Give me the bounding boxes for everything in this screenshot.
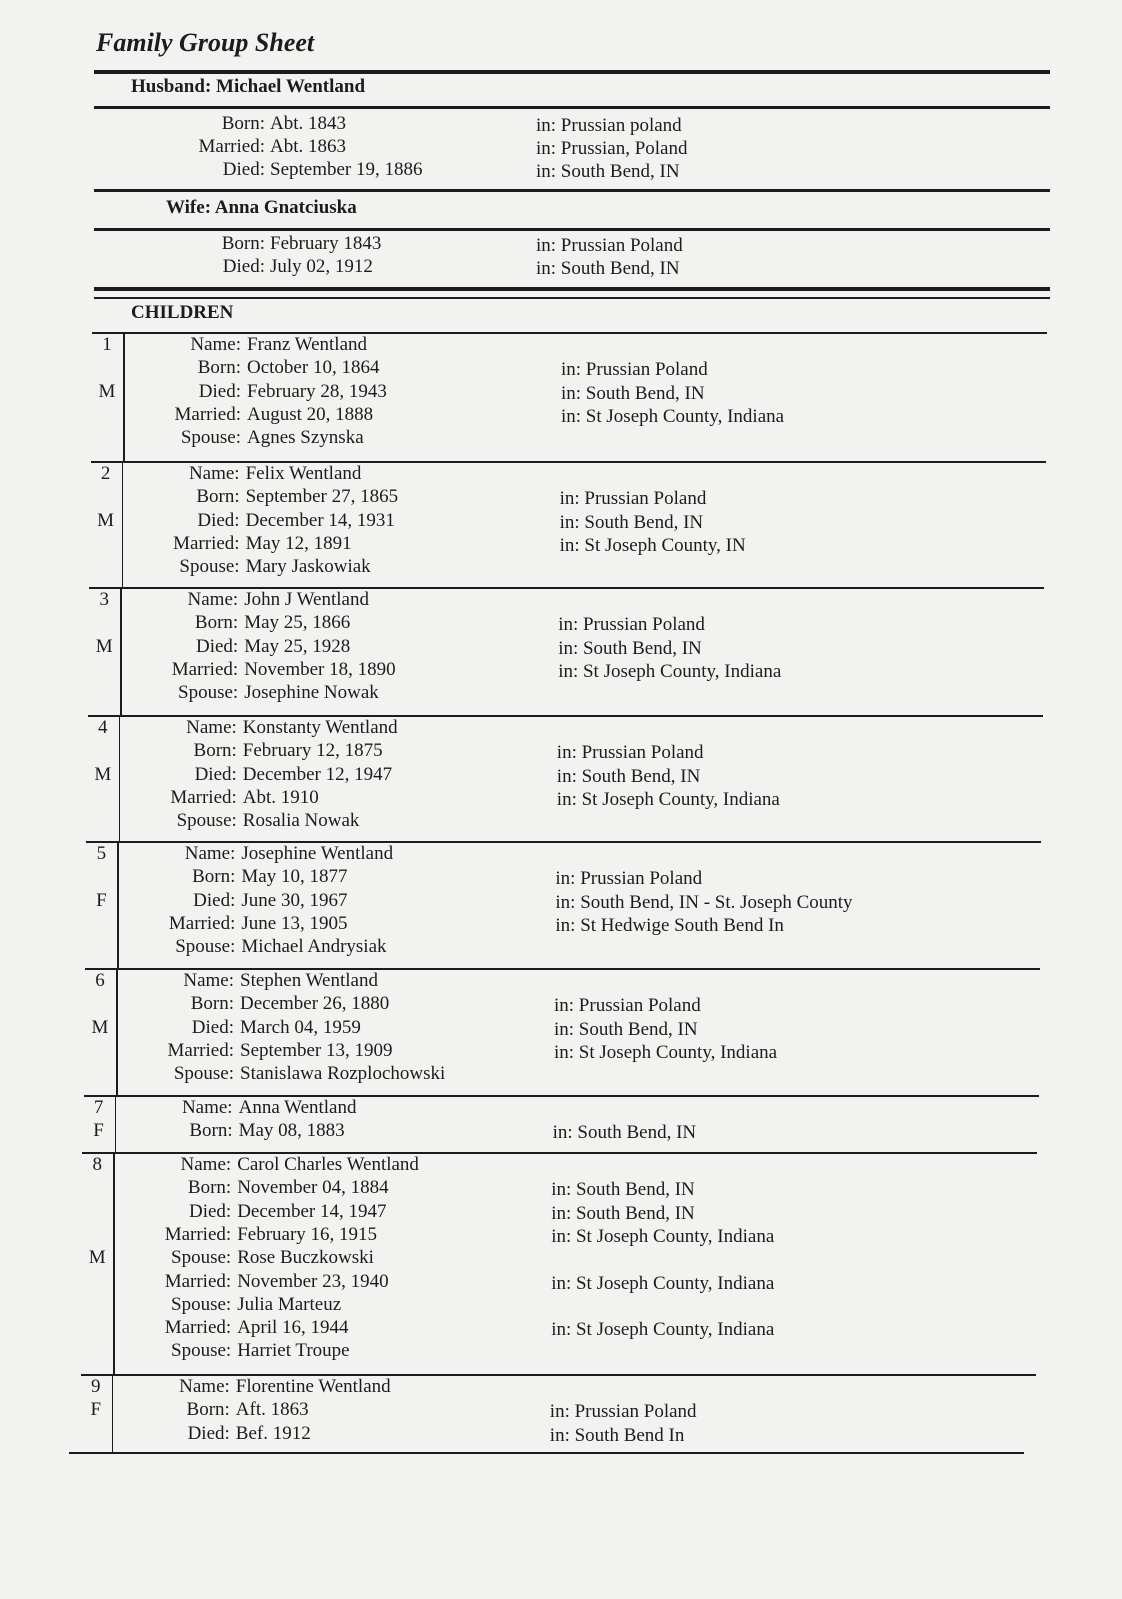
field-label: Married: [170, 786, 237, 808]
field-label: Spouse: [173, 1063, 234, 1085]
place-value: in: South Bend, IN [552, 1122, 697, 1144]
field-value: Konstanty Wentland [242, 717, 398, 738]
field-label: Born: [190, 993, 234, 1015]
field-label: Married: [171, 658, 239, 680]
field-label: Died: [194, 763, 237, 785]
field-label: Died: [222, 256, 265, 277]
child-number: 8 [92, 1154, 102, 1175]
place-value: in: St Hedwige South Bend In [555, 914, 784, 936]
child-sex: M [95, 635, 113, 657]
field-label: Married: [164, 1223, 232, 1245]
field-value: Abt. 1910 [242, 786, 319, 808]
place-value: in: St Joseph County, Indiana [561, 405, 785, 427]
field-label: Died: [187, 1422, 230, 1444]
place-value: in: South Bend, IN [554, 1018, 698, 1040]
place-value: in: South Bend, IN - St. Joseph County [555, 891, 853, 913]
field-value: December 14, 1947 [237, 1200, 387, 1222]
field-value: John J Wentland [244, 589, 369, 610]
field-value: June 30, 1967 [241, 889, 348, 911]
divider [94, 70, 1050, 74]
field-value: Rosalia Nowak [242, 810, 360, 832]
field-label: Born: [221, 233, 265, 254]
field-value: May 25, 1928 [244, 635, 351, 657]
field-value: Felix Wentland [245, 463, 362, 484]
field-value: Abt. 1843 [270, 113, 346, 134]
field-value: June 13, 1905 [241, 912, 348, 934]
child-sex: F [96, 889, 107, 911]
field-value: February 28, 1943 [247, 380, 387, 402]
field-value: Stephen Wentland [240, 970, 378, 991]
field-label: Married: [174, 403, 241, 425]
field-value: July 02, 1912 [270, 256, 373, 277]
field-label: Born: [221, 113, 265, 134]
place-value: in: St Joseph County, Indiana [551, 1225, 775, 1247]
field-value: Mary Jaskowiak [245, 556, 371, 578]
place-value: in: Prussian Poland [561, 359, 708, 381]
child-sex: F [93, 1120, 104, 1142]
field-value: Michael Andrysiak [241, 936, 387, 958]
field-label: Spouse: [171, 1293, 232, 1315]
place-value: in: St Joseph County, Indiana [556, 788, 780, 810]
place-value: in: South Bend, IN [551, 1202, 695, 1224]
field-value: Harriet Troupe [237, 1340, 350, 1362]
field-label: Died: [195, 635, 239, 657]
field-label: Died: [222, 159, 265, 180]
field-value: Florentine Wentland [235, 1376, 391, 1397]
field-value: December 14, 1931 [245, 509, 395, 531]
child-sex: M [91, 1016, 109, 1038]
child-sex: M [98, 380, 116, 402]
place-value: in: St Joseph County, Indiana [554, 1041, 778, 1063]
child-number: 3 [99, 589, 109, 610]
field-label: Married: [164, 1317, 232, 1339]
field-value: March 04, 1959 [240, 1016, 361, 1038]
place-value: in: Prussian Poland [549, 1401, 697, 1423]
field-label: Name: [183, 970, 234, 991]
husband-heading: Husband: Michael Wentland [131, 76, 366, 97]
field-label: Born: [189, 1120, 233, 1142]
child-number: 7 [93, 1097, 104, 1118]
field-label: Name: [188, 463, 240, 484]
field-value: February 12, 1875 [242, 740, 383, 762]
place-value: in: St Joseph County, IN [559, 534, 746, 556]
field-label: Name: [179, 1376, 230, 1397]
field-value: Franz Wentland [247, 334, 368, 355]
field-label: Married: [198, 136, 265, 157]
field-label: Died: [193, 889, 236, 911]
field-value: August 20, 1888 [247, 403, 374, 425]
field-label: Spouse: [179, 556, 240, 578]
child-sex: F [90, 1399, 102, 1421]
field-value: Bef. 1912 [235, 1422, 311, 1444]
field-label: Name: [187, 589, 239, 610]
child-number: 4 [98, 717, 108, 738]
field-value: October 10, 1864 [247, 357, 380, 379]
field-label: Spouse: [171, 1247, 232, 1269]
field-value: May 12, 1891 [245, 532, 352, 554]
field-value: September 19, 1886 [270, 159, 423, 180]
field-label: Spouse: [180, 427, 241, 449]
field-value: May 25, 1866 [244, 612, 351, 634]
field-value: February 16, 1915 [237, 1223, 378, 1245]
place-value: in: Prussian Poland [558, 614, 705, 636]
bottom-divider [69, 1452, 1024, 1454]
field-value: Josephine Wentland [241, 843, 394, 864]
divider [94, 189, 1050, 192]
field-value: December 12, 1947 [242, 763, 393, 785]
field-value: November 18, 1890 [244, 658, 396, 680]
place-value: in: South Bend, IN [551, 1179, 695, 1201]
field-value: May 08, 1883 [238, 1120, 345, 1142]
field-label: Married: [164, 1270, 232, 1292]
place-value: in: South Bend, IN [558, 637, 702, 659]
child-number: 1 [102, 334, 112, 355]
divider [94, 287, 1050, 291]
field-label: Spouse: [178, 682, 239, 704]
field-label: Born: [197, 357, 241, 379]
wife-heading: Wife: Anna Gnatciuska [166, 197, 357, 218]
field-label: Married: [168, 912, 236, 934]
place-value: in: South Bend, IN [561, 382, 705, 404]
field-value: Rose Buczkowski [237, 1247, 374, 1269]
page-title: Family Group Sheet [96, 28, 315, 57]
field-value: Josephine Nowak [244, 682, 379, 704]
field-label: Born: [193, 740, 237, 762]
field-label: Name: [190, 334, 241, 355]
field-label: Name: [180, 1154, 232, 1175]
field-value: September 27, 1865 [245, 486, 399, 508]
field-value: Aft. 1863 [235, 1399, 309, 1421]
field-label: Born: [186, 1399, 230, 1421]
field-label: Spouse: [176, 810, 237, 832]
place-value: in: St Joseph County, Indiana [551, 1319, 775, 1341]
place-value: in: St Joseph County, Indiana [551, 1272, 775, 1294]
field-value: Julia Marteuz [237, 1293, 342, 1315]
child-number: 5 [96, 843, 107, 864]
child-number: 9 [91, 1376, 101, 1397]
child-sex: M [94, 763, 112, 785]
place-value: in: Prussian Poland [556, 742, 704, 764]
field-value: Agnes Szynska [247, 427, 364, 449]
field-label: Married: [167, 1039, 234, 1061]
field-label: Died: [188, 1200, 232, 1222]
place-value: in: South Bend, IN [556, 765, 701, 787]
child-number: 6 [95, 970, 105, 991]
divider [94, 106, 1050, 109]
field-label: Born: [194, 612, 239, 634]
field-label: Died: [198, 380, 241, 402]
field-value: May 10, 1877 [241, 866, 348, 888]
field-label: Born: [192, 866, 236, 888]
child-number: 2 [100, 463, 111, 484]
field-label: Born: [196, 486, 240, 508]
place-value: in: Prussian Poland [536, 235, 683, 256]
place-value: in: South Bend In [549, 1424, 685, 1446]
place-value: in: South Bend, IN [559, 511, 704, 533]
field-label: Name: [184, 843, 236, 864]
field-label: Name: [181, 1097, 233, 1118]
divider [94, 297, 1050, 299]
place-value: in: Prussian Poland [559, 488, 707, 510]
divider [94, 228, 1050, 231]
field-value: April 16, 1944 [237, 1317, 349, 1339]
place-value: in: Prussian, Poland [536, 138, 688, 159]
place-value: in: St Joseph County, Indiana [558, 660, 782, 682]
field-value: Abt. 1863 [270, 136, 346, 157]
place-value: in: South Bend, IN [536, 161, 680, 182]
place-value: in: Prussian Poland [554, 995, 701, 1017]
field-value: Stanislawa Rozplochowski [240, 1063, 446, 1085]
field-label: Married: [173, 532, 240, 554]
child-sex: M [88, 1247, 106, 1269]
place-value: in: Prussian poland [536, 115, 682, 136]
field-value: Carol Charles Wentland [237, 1154, 419, 1175]
field-label: Born: [187, 1177, 232, 1199]
field-value: November 23, 1940 [237, 1270, 389, 1292]
field-label: Name: [186, 717, 237, 738]
field-label: Spouse: [175, 936, 236, 958]
field-value: November 04, 1884 [237, 1177, 389, 1199]
field-value: December 26, 1880 [240, 993, 390, 1015]
place-value: in: South Bend, IN [536, 258, 680, 279]
field-value: February 1843 [270, 233, 382, 254]
field-label: Spouse: [171, 1340, 232, 1362]
field-label: Died: [191, 1016, 234, 1038]
place-value: in: Prussian Poland [555, 868, 703, 890]
children-heading: CHILDREN [131, 302, 234, 323]
child-sex: M [97, 509, 115, 531]
field-value: September 13, 1909 [240, 1039, 393, 1061]
field-label: Died: [197, 509, 240, 531]
field-value: Anna Wentland [238, 1097, 357, 1118]
